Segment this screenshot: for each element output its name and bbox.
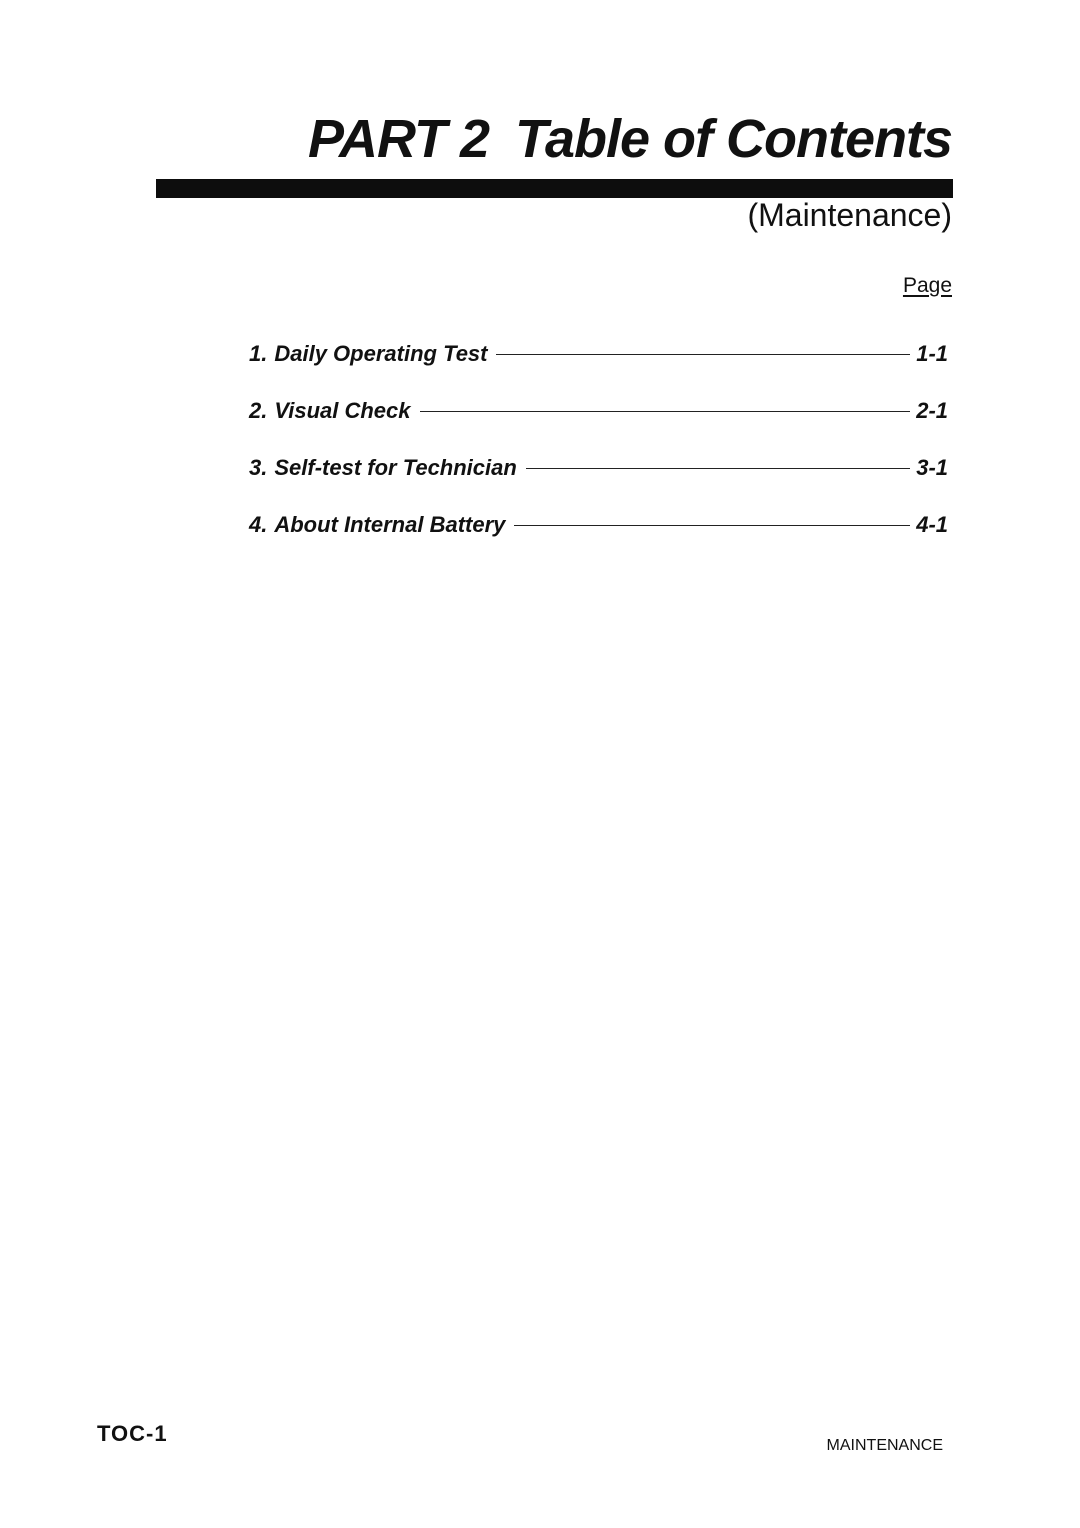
toc-leader-line: [526, 468, 910, 469]
toc-entry[interactable]: [249, 496, 948, 553]
title-rule: [156, 179, 953, 198]
toc-entry[interactable]: [249, 382, 948, 439]
footer-section: MAINTENANCE: [826, 1437, 943, 1454]
toc-entry-label: Daily Operating Test: [274, 340, 488, 366]
toc-leader-line: [496, 354, 910, 355]
page-column-label: Page: [902, 274, 952, 297]
toc-entry[interactable]: [249, 439, 948, 496]
toc-entry-number: 3.: [249, 454, 268, 480]
toc-entry-label: Self-test for Technician: [274, 454, 517, 480]
toc-leader-line: [514, 525, 910, 526]
toc-entry-number: 1.: [249, 340, 268, 366]
toc-entry-page: 2-1: [916, 397, 948, 423]
toc-entry-number: 2.: [249, 397, 268, 423]
toc-entry-page: 4-1: [916, 511, 948, 537]
toc-entry-number: 4.: [249, 511, 268, 537]
page-title: [307, 109, 952, 169]
toc-entry-label: Visual Check: [274, 397, 411, 423]
title-text: Table of Contents: [515, 109, 952, 169]
toc-entry-label: About Internal Battery: [274, 511, 506, 537]
page-subtitle: (Maintenance): [747, 197, 952, 233]
toc-list: [249, 325, 948, 553]
toc-entry-page: 3-1: [916, 454, 948, 480]
footer-page-id: TOC-1: [97, 1421, 168, 1446]
toc-leader-line: [420, 411, 911, 412]
toc-entry[interactable]: [249, 325, 948, 382]
toc-entry-page: 1-1: [916, 340, 948, 366]
title-part: PART 2: [307, 109, 489, 169]
